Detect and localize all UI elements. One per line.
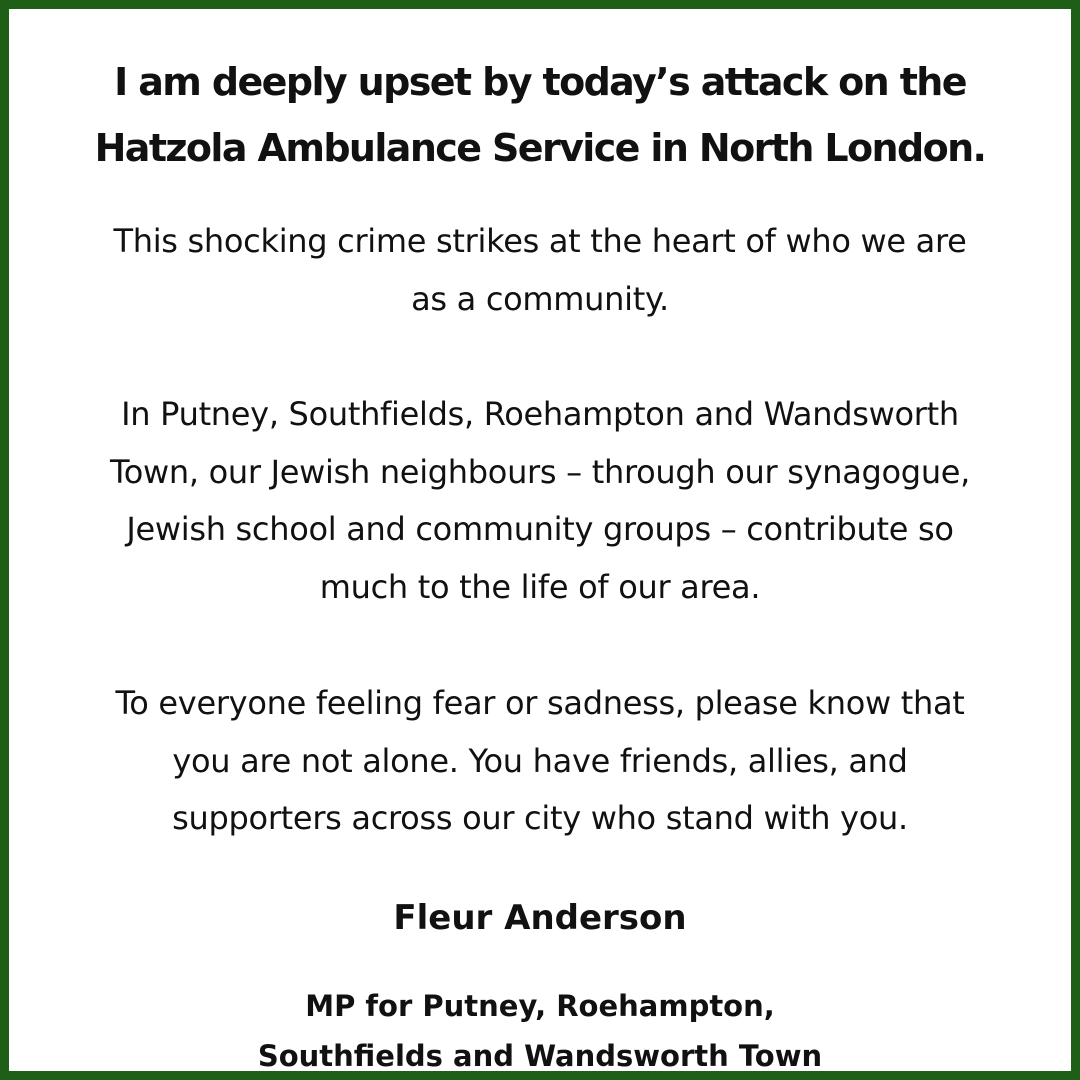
paragraph-line: This shocking crime strikes at the heart of who we are [113, 222, 967, 260]
paragraph-line: much to the life of our area. [319, 568, 761, 607]
signatory-role [9, 981, 1071, 1080]
statement-heading [9, 49, 1071, 181]
role-line: MP for Putney, Roehampton, [305, 989, 775, 1023]
paragraph-line: Town, our Jewish neighbours – through our synagogue, [109, 452, 971, 491]
paragraph-line: as a community. [411, 279, 669, 318]
paragraph-line: you are not alone. You have friends, allies, and [172, 741, 908, 780]
signatory-name: Fleur Anderson [393, 898, 687, 938]
heading-line: I am deeply upset by today’s attack on the [114, 60, 966, 104]
heading-line: Hatzola Ambulance Service in North London. [94, 126, 986, 170]
paragraph-line: To everyone feeling fear or sadness, please know that [115, 684, 965, 722]
paragraph-local-area [9, 386, 1071, 617]
paragraph-community [9, 213, 1071, 328]
paragraph-line: In Putney, Southfields, Roehampton and Wandsworth [121, 395, 959, 433]
paragraph-line: supporters across our city who stand with you. [172, 799, 908, 838]
role-line: Southfields and Wandsworth Town [257, 1039, 823, 1073]
paragraph-support [9, 675, 1071, 848]
paragraph-line: Jewish school and community groups – contribute so [126, 510, 954, 549]
